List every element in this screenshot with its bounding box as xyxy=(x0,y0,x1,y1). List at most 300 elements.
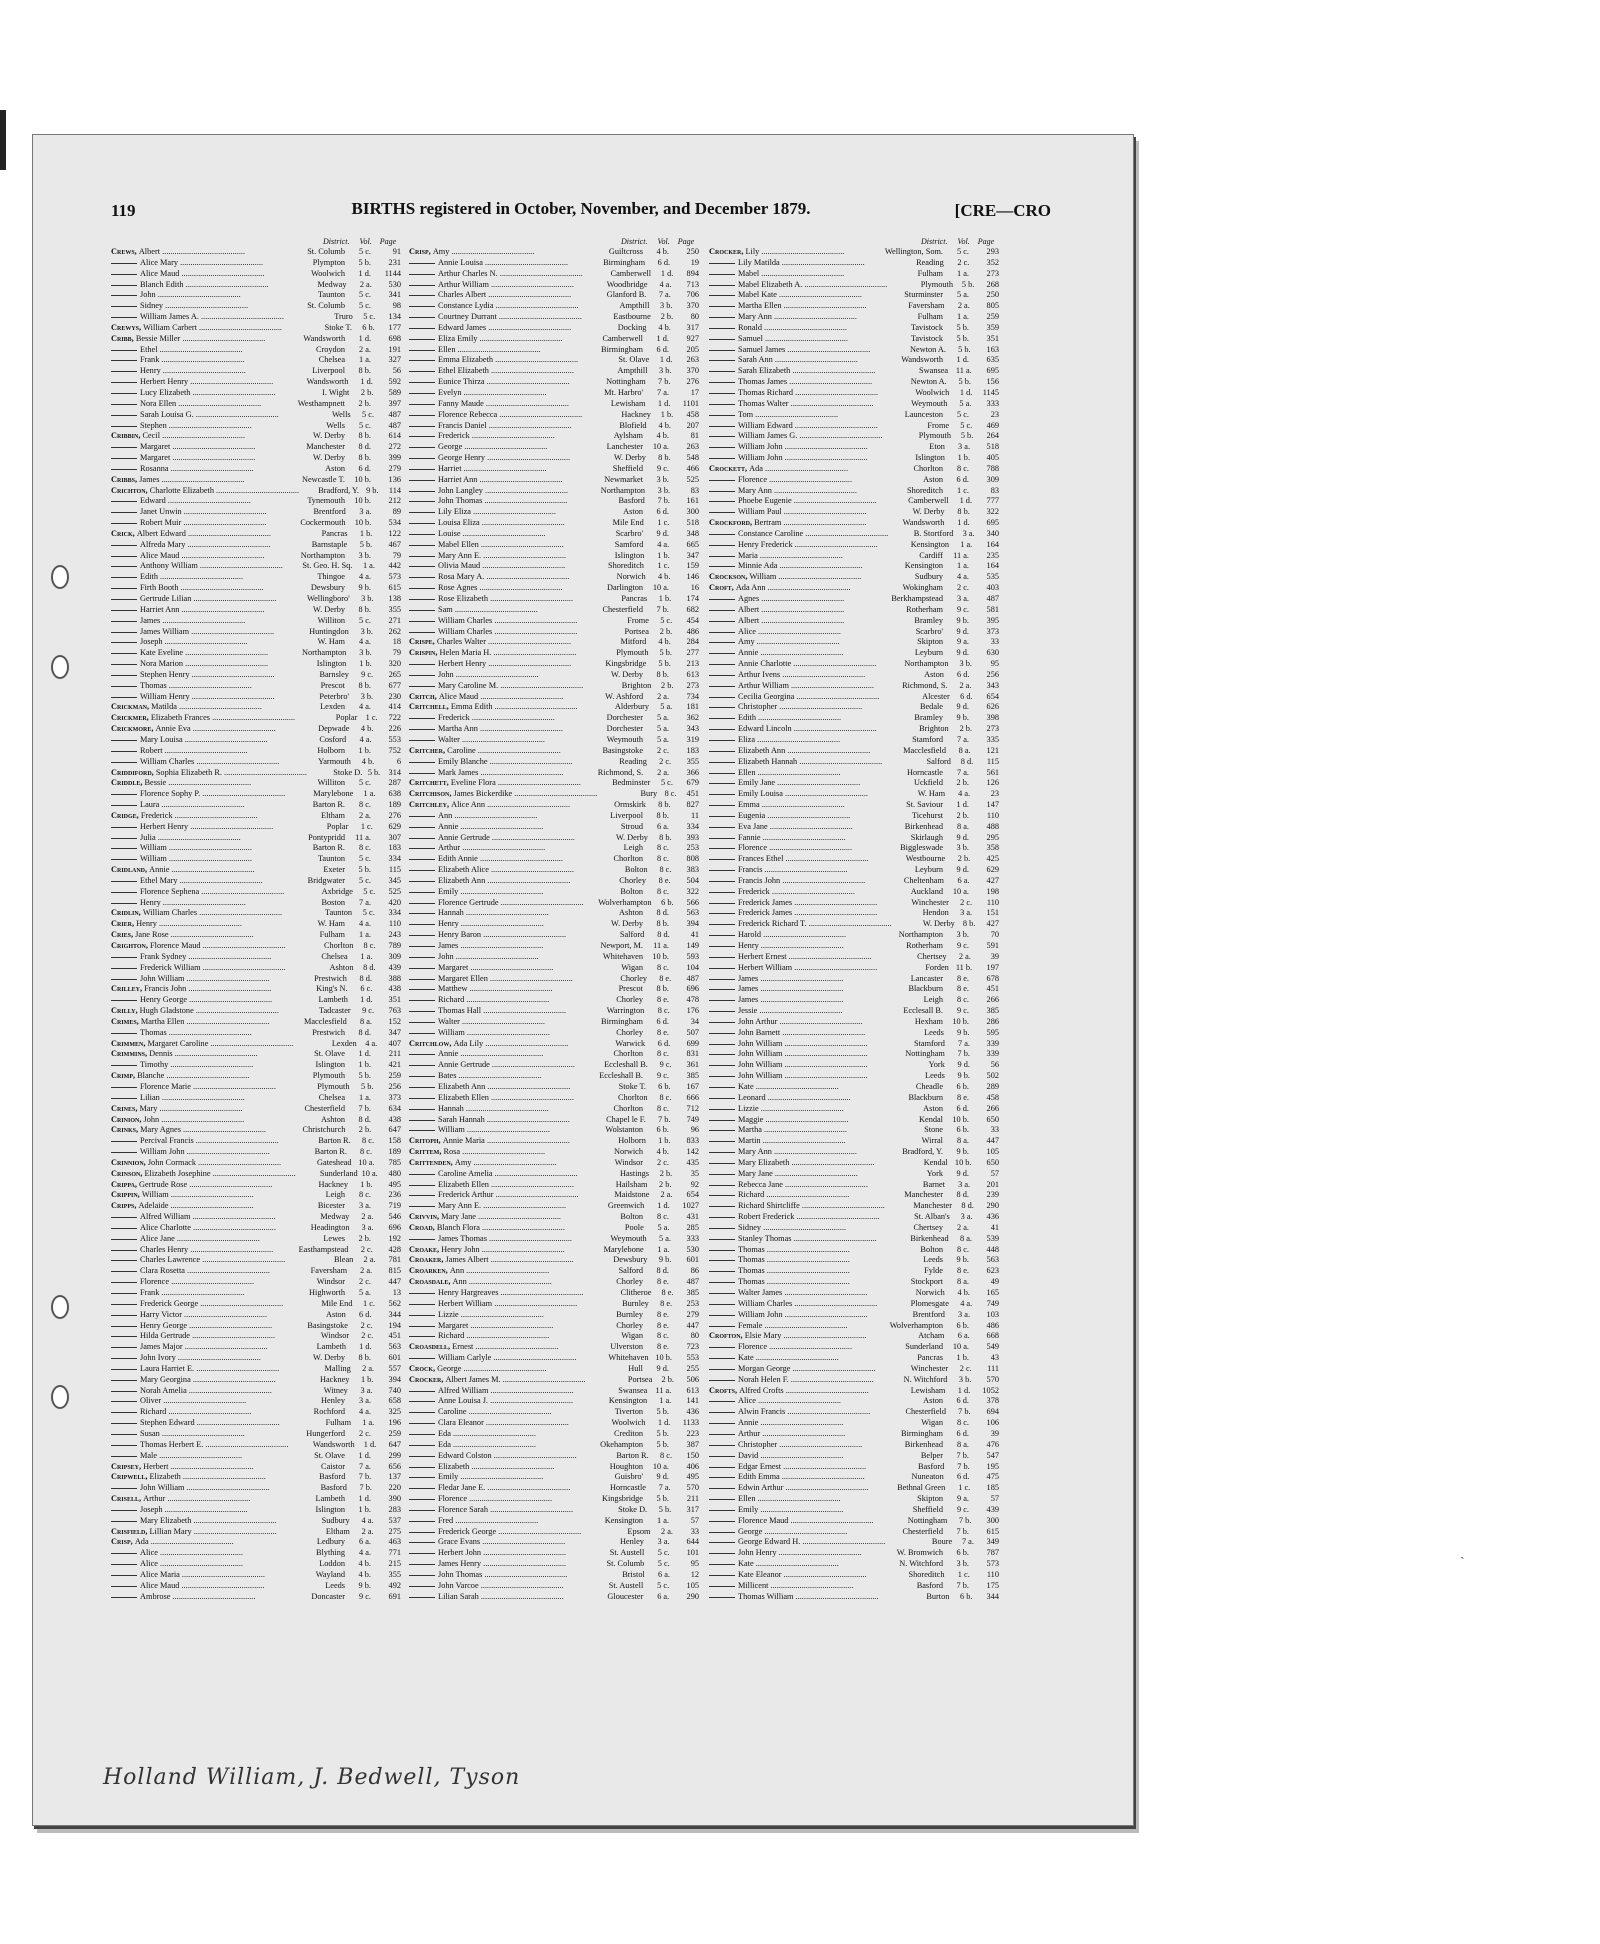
entry-surname: Critchley, xyxy=(409,800,452,810)
entry-name: William ........................................ xyxy=(111,854,265,865)
entry-district: Fulham xyxy=(319,930,345,940)
entry-name: Crisp, Ada ........................................ xyxy=(111,1537,234,1547)
entry-name: Henry George ........................................ xyxy=(111,1321,272,1332)
register-entry xyxy=(111,453,401,464)
entry-district: Macclesfield xyxy=(903,745,946,755)
entry-district: W. Ham xyxy=(917,789,946,799)
entry-page: 613 xyxy=(686,669,699,679)
entry-surname: Crockson, xyxy=(709,572,750,582)
entry-volume: 6 a. xyxy=(657,1569,670,1579)
ditto-dash xyxy=(709,594,735,600)
ditto-dash xyxy=(709,1017,735,1023)
register-entry xyxy=(409,1592,699,1603)
entry-volume: 8 b. xyxy=(659,832,672,842)
entry-district: Chesterfield xyxy=(902,1526,943,1536)
entry-volume: 2 b. xyxy=(661,1374,674,1384)
entry-page: 309 xyxy=(388,951,401,961)
register-entry xyxy=(111,1136,401,1147)
entry-name: Henry Frederick ........................................ xyxy=(709,540,878,551)
entry-page: 265 xyxy=(388,669,402,679)
ditto-dash xyxy=(111,1386,137,1392)
entry-district: Frome xyxy=(927,420,950,430)
entry-page: 451 xyxy=(388,1331,401,1341)
entry-name: Sarah Ann ........................................ xyxy=(709,355,863,366)
entry-name: James William ........................................ xyxy=(111,627,274,638)
entry-volume: 1 b. xyxy=(359,528,373,538)
entry-name: Hannah ........................................ xyxy=(409,908,563,919)
entry-district: Chorley xyxy=(616,1027,643,1037)
entry-page: 181 xyxy=(686,702,699,712)
entry-volume: 8 d. xyxy=(363,962,376,972)
register-entry xyxy=(409,1104,699,1115)
entry-district: Chorley xyxy=(620,973,648,983)
ditto-dash xyxy=(111,572,137,578)
entry-volume: 6 d. xyxy=(960,691,973,701)
entry-district: Ampthill xyxy=(619,301,650,311)
entry-page: 563 xyxy=(986,1255,999,1265)
entry-district: Atcham xyxy=(918,1331,945,1341)
entry-district: Wells xyxy=(326,420,345,430)
entry-name: Frederick George ........................................ xyxy=(111,1299,283,1310)
entry-page: 122 xyxy=(388,528,401,538)
column-header-2 xyxy=(621,237,694,246)
entry-district: Fulham xyxy=(917,312,943,322)
surname-range: [CRE—CRO xyxy=(954,201,1051,220)
entry-volume: 1 d. xyxy=(358,1494,371,1504)
entry-name: Frederick William ........................................ xyxy=(111,963,286,974)
entry-page: 1027 xyxy=(682,1201,700,1211)
entry-district: Hailsham xyxy=(615,1179,648,1189)
register-entry xyxy=(409,247,699,258)
register-entry xyxy=(111,1125,401,1136)
entry-name: Mary Caroline M. ........................................ xyxy=(409,681,583,692)
entry-page: 279 xyxy=(686,1309,699,1319)
entry-volume: 1 b. xyxy=(360,1179,373,1189)
ditto-dash xyxy=(409,1581,435,1587)
register-entry xyxy=(709,887,999,898)
ditto-dash xyxy=(709,648,735,654)
entry-page: 362 xyxy=(686,713,699,723)
ditto-dash xyxy=(409,1201,435,1207)
register-entry xyxy=(709,1049,999,1060)
ditto-dash xyxy=(111,442,137,448)
entry-page: 370 xyxy=(686,301,699,311)
entry-district: Highworth xyxy=(309,1288,345,1297)
entry-district: Burnley xyxy=(616,1309,643,1319)
ditto-dash xyxy=(111,280,137,286)
entry-name: Emily ........................................ xyxy=(409,1472,563,1483)
ditto-dash xyxy=(709,1310,735,1316)
entry-volume: 1 a. xyxy=(359,1092,371,1102)
register-entry xyxy=(111,486,401,497)
entry-surname: Critcher, xyxy=(409,745,448,755)
entry-volume: 2 b. xyxy=(661,680,674,690)
entry-name: Croasdale, Ann ........................................ xyxy=(409,1277,552,1287)
entry-district: Barton R. xyxy=(312,800,345,810)
entry-page: 458 xyxy=(686,409,699,419)
ditto-dash xyxy=(709,984,735,990)
entry-name: Walter ........................................ xyxy=(409,735,563,746)
ditto-dash xyxy=(409,453,435,459)
ditto-dash xyxy=(111,692,137,698)
entry-page: 198 xyxy=(986,886,999,896)
entry-name: Edward Lincoln ........................................ xyxy=(709,724,877,735)
entry-volume: 10 a. xyxy=(652,442,669,452)
entry-district: Barnsley xyxy=(319,669,349,679)
entry-district: Sheffield xyxy=(912,1504,943,1514)
entry-district: Chorlton xyxy=(913,463,943,473)
entry-page: 525 xyxy=(686,474,699,484)
entry-volume: 3 b. xyxy=(658,366,672,376)
entry-page: 406 xyxy=(686,1461,699,1471)
entry-page: 17 xyxy=(690,387,699,397)
entry-district: Darlington xyxy=(607,583,643,593)
register-entry xyxy=(409,1321,699,1332)
entry-volume: 1 b. xyxy=(956,1353,969,1363)
entry-name: Cribbin, Cecil ........................................ xyxy=(111,431,246,441)
entry-district: Poole xyxy=(624,1222,644,1232)
ditto-dash xyxy=(409,1407,435,1413)
entry-volume: 9 d. xyxy=(956,626,969,636)
entry-volume: 2 b. xyxy=(956,778,969,788)
entry-volume: 1 c. xyxy=(363,1298,375,1308)
entry-district: St. Geo. H. Sq. xyxy=(302,561,353,571)
ditto-dash xyxy=(111,843,137,849)
entry-name: Critchison, James Bickerdike ........................................ xyxy=(409,789,598,799)
entry-volume: 1 d. xyxy=(358,333,372,343)
entry-volume: 8 b. xyxy=(656,810,669,820)
ditto-dash xyxy=(409,919,435,925)
ditto-dash xyxy=(709,898,735,904)
entry-volume: 2 b. xyxy=(358,1125,372,1135)
register-entry xyxy=(709,1299,999,1310)
entry-name: Crinks, Mary Agnes ........................................ xyxy=(111,1125,266,1135)
entry-page: 394 xyxy=(388,1374,401,1384)
entry-name: Crocker, Lily ........................................ xyxy=(709,247,845,256)
entry-page: 719 xyxy=(388,1201,401,1211)
ditto-dash xyxy=(709,627,735,633)
register-entry xyxy=(111,1592,401,1603)
entry-volume: 2 c. xyxy=(359,1428,371,1438)
entry-name: James ........................................ xyxy=(709,974,863,985)
register-entry xyxy=(111,1559,401,1570)
entry-volume: 1 b. xyxy=(657,550,670,560)
entry-volume: 9 c. xyxy=(957,1504,969,1514)
register-entry xyxy=(111,1527,401,1538)
entry-page: 808 xyxy=(686,854,699,864)
register-entry xyxy=(709,876,999,887)
entry-district: Lambeth xyxy=(315,1494,345,1504)
entry-name: Alice Maud ........................................ xyxy=(111,551,265,562)
entry-volume: 8 c. xyxy=(360,1147,373,1157)
entry-district: St. Olave xyxy=(314,1049,345,1059)
entry-volume: 3 a. xyxy=(960,1212,973,1222)
entry-volume: 7 b. xyxy=(658,1114,671,1124)
entry-volume: 2 b. xyxy=(659,1168,673,1178)
entry-page: 463 xyxy=(388,1537,401,1547)
entry-district: Weymouth xyxy=(911,398,948,408)
ditto-dash xyxy=(111,887,137,893)
entry-volume: 5 b. xyxy=(658,659,671,669)
entry-surname: Cripps, xyxy=(111,1201,139,1211)
entry-name: Stephen Edward ........................................ xyxy=(111,1418,280,1429)
entry-district: Aston xyxy=(923,474,943,484)
register-entry xyxy=(709,594,999,605)
ditto-dash xyxy=(409,1082,435,1088)
entry-page: 1144 xyxy=(384,268,401,278)
entry-name: Herbert Henry ........................................ xyxy=(409,659,571,670)
entry-name: Cries, Jane Rose ........................................ xyxy=(111,930,254,940)
ditto-dash xyxy=(709,865,735,871)
entry-page: 277 xyxy=(686,648,699,658)
entry-volume: 6 b. xyxy=(658,1081,671,1091)
entry-district: Nuneaton xyxy=(911,1472,944,1482)
entry-volume: 6 d. xyxy=(657,257,671,267)
entry-district: Leigh xyxy=(623,843,643,853)
entry-district: W. Derby xyxy=(313,1353,345,1363)
entry-page: 156 xyxy=(986,377,999,387)
entry-name: Gertrude Lilian ........................................ xyxy=(111,594,276,605)
entry-page: 355 xyxy=(388,604,401,614)
entry-name: Critchlow, Ada Lily ........................................ xyxy=(409,1038,569,1048)
entry-name: Ellen ........................................ xyxy=(709,768,863,779)
ditto-dash xyxy=(709,486,735,492)
entry-name: James Major ........................................ xyxy=(111,1342,268,1353)
entry-volume: 5 a. xyxy=(957,290,969,300)
ditto-dash xyxy=(111,963,137,969)
entry-name: Frederick Richard T. ........................................ xyxy=(709,919,892,930)
entry-district: Hexham xyxy=(914,1016,943,1026)
register-entry xyxy=(709,1234,999,1245)
entry-name: Arthur William ........................................ xyxy=(409,280,574,291)
entry-name: Henry ........................................ xyxy=(409,919,563,930)
ditto-dash xyxy=(111,551,137,557)
register-entry xyxy=(111,1277,401,1288)
entry-surname: Cripwell, xyxy=(111,1472,150,1482)
ditto-dash xyxy=(409,410,435,416)
entry-volume: 11 a. xyxy=(355,832,371,842)
entry-volume: 2 a. xyxy=(958,951,971,961)
entry-surname: Crocker, xyxy=(409,1374,446,1384)
entry-volume: 11 a. xyxy=(655,1385,672,1395)
entry-volume: 2 b. xyxy=(957,854,971,864)
entry-page: 105 xyxy=(986,1147,999,1157)
entry-page: 92 xyxy=(690,1179,699,1189)
entry-district: Lambeth xyxy=(318,995,348,1005)
entry-surname: Critchison, xyxy=(409,789,454,799)
register-entry xyxy=(111,258,401,269)
register-entry xyxy=(709,1462,999,1473)
register-entry xyxy=(409,778,699,789)
entry-surname: Cripsey, xyxy=(111,1461,144,1471)
entry-name: Crivvin, Mary Jane ........................................ xyxy=(409,1212,561,1222)
entry-surname: Critchell, xyxy=(409,702,451,712)
register-entry xyxy=(709,670,999,681)
entry-volume: 1 a. xyxy=(957,561,969,571)
entry-district: Leigh xyxy=(325,1190,345,1200)
entry-name: Edward ........................................ xyxy=(111,496,265,507)
entry-page: 777 xyxy=(986,496,999,506)
entry-volume: 8 a. xyxy=(957,821,969,831)
entry-district: Aston xyxy=(924,669,944,679)
register-entry xyxy=(111,1245,401,1256)
entry-page: 197 xyxy=(986,962,999,972)
entry-name: John Barnett ........................................ xyxy=(709,1028,865,1039)
entry-name: Crockford, Bertram ........................................ xyxy=(709,518,867,528)
register-entry xyxy=(709,551,999,562)
entry-district: Alderbury xyxy=(614,702,650,712)
entry-district: Barton R. xyxy=(312,843,345,853)
register-entry xyxy=(409,1266,699,1277)
register-entry xyxy=(409,1342,699,1353)
entry-volume: 7 a. xyxy=(658,1483,671,1493)
entry-page: 309 xyxy=(986,474,999,484)
register-entry xyxy=(409,887,699,898)
entry-district: Norwich xyxy=(616,572,646,582)
entry-volume: 3 a. xyxy=(361,1222,374,1232)
ditto-dash xyxy=(111,464,137,470)
entry-page: 573 xyxy=(986,1559,999,1569)
register-entry xyxy=(709,1592,999,1603)
entry-district: Prestwich xyxy=(314,973,347,983)
entry-district: Norwich xyxy=(613,1147,643,1157)
entry-volume: 10 b. xyxy=(954,1157,972,1167)
entry-district: Poplar xyxy=(335,713,358,723)
entry-district: Mile End xyxy=(321,1298,353,1308)
entry-district: Pancras xyxy=(917,1353,943,1363)
entry-district: Blackburn xyxy=(908,984,943,994)
entry-district: Chesterfield xyxy=(602,604,643,614)
entry-volume: 2 a. xyxy=(359,344,371,354)
ditto-dash xyxy=(709,323,735,329)
entry-name: Edward James ........................................ xyxy=(409,323,571,334)
entry-page: 695 xyxy=(986,366,999,376)
entry-district: Doncaster xyxy=(311,1591,345,1601)
register-entry xyxy=(409,811,699,822)
ditto-dash xyxy=(409,529,435,535)
ditto-dash xyxy=(409,399,435,405)
register-entry xyxy=(111,963,401,974)
entry-district: Camberwell xyxy=(908,496,949,506)
entry-volume: 5 b. xyxy=(656,1428,669,1438)
ditto-dash xyxy=(709,388,735,394)
register-entry xyxy=(111,670,401,681)
register-entry xyxy=(709,963,999,974)
entry-name: Leonard ........................................ xyxy=(709,1093,863,1104)
register-entry xyxy=(709,941,999,952)
entry-district: Salford xyxy=(618,1266,643,1276)
entry-district: Salford xyxy=(619,930,645,940)
entry-name: Mary Ann E. ........................................ xyxy=(409,1201,566,1212)
entry-volume: 3 b. xyxy=(657,485,671,495)
entry-page: 361 xyxy=(686,1060,699,1070)
entry-volume: 8 c. xyxy=(659,1092,672,1102)
entry-name: Joseph ........................................ xyxy=(111,1505,265,1516)
ditto-dash xyxy=(409,1234,435,1240)
entry-district: Prestwich xyxy=(312,1027,345,1037)
entry-name: John William ........................................ xyxy=(111,974,270,985)
ditto-dash xyxy=(111,659,137,665)
register-entry xyxy=(409,1516,699,1527)
register-entry xyxy=(709,627,999,638)
entry-district: Prescot xyxy=(320,680,345,690)
entry-name: Frances Ethel ........................................ xyxy=(709,854,868,865)
register-entry xyxy=(709,746,999,757)
entry-volume: 2 b. xyxy=(959,724,973,734)
register-entry xyxy=(111,1483,401,1494)
register-entry xyxy=(709,1440,999,1451)
ditto-dash xyxy=(409,475,435,481)
register-entry xyxy=(111,735,401,746)
entry-page: 679 xyxy=(686,778,699,788)
entry-district: Northampton xyxy=(302,648,347,658)
register-entry xyxy=(409,1169,699,1180)
entry-page: 327 xyxy=(388,355,401,365)
entry-district: Plomesgate xyxy=(910,1298,949,1308)
ditto-dash xyxy=(111,388,137,394)
entry-volume: 11 a. xyxy=(953,550,969,560)
register-entry xyxy=(409,1451,699,1462)
entry-district: Skirlaugh xyxy=(910,832,943,842)
register-entry xyxy=(409,421,699,432)
ditto-dash xyxy=(111,258,137,264)
ditto-dash xyxy=(409,1451,435,1457)
entry-page: 454 xyxy=(686,615,700,625)
entry-district: Salford xyxy=(926,756,951,766)
entry-volume: 5 b. xyxy=(358,257,371,267)
entry-district: Henley xyxy=(321,1396,345,1406)
ditto-dash xyxy=(111,1364,137,1370)
ditto-dash xyxy=(111,1548,137,1554)
entry-name: Margaret ........................................ xyxy=(409,1321,563,1332)
ditto-dash xyxy=(409,605,435,611)
entry-name: Fanny Maude ........................................ xyxy=(409,399,569,410)
ditto-dash xyxy=(709,1396,735,1402)
ditto-dash xyxy=(409,963,435,969)
ditto-dash xyxy=(709,1245,735,1251)
entry-volume: 8 b. xyxy=(658,453,671,463)
entry-page: 448 xyxy=(986,1244,999,1254)
entry-page: 650 xyxy=(986,1157,999,1167)
entry-volume: 11 b. xyxy=(955,962,973,972)
entry-page: 273 xyxy=(986,268,999,278)
entry-page: 158 xyxy=(388,1136,401,1146)
entry-name: Margaret ........................................ xyxy=(409,963,563,974)
ditto-dash xyxy=(111,1559,137,1565)
entry-name: Kate Eveline ........................................ xyxy=(111,648,268,659)
entry-name: John Henry ........................................ xyxy=(709,1548,863,1559)
entry-volume: 2 c. xyxy=(960,897,973,907)
entry-district: Aston xyxy=(326,1309,346,1319)
register-entry xyxy=(409,1201,699,1212)
entry-district: Basingstoke xyxy=(602,745,643,755)
entry-district: St. Saviour xyxy=(906,800,943,810)
register-entry xyxy=(409,410,699,421)
entry-volume: 8 e. xyxy=(657,1277,669,1287)
ditto-dash xyxy=(409,984,435,990)
entry-volume: 5 b. xyxy=(656,1439,669,1449)
ditto-dash xyxy=(709,843,735,849)
ditto-dash xyxy=(111,1321,137,1327)
entry-district: Wirral xyxy=(921,1136,943,1146)
entry-volume: 5 a. xyxy=(657,734,669,744)
entry-volume: 5 b. xyxy=(956,333,969,343)
register-entry xyxy=(111,865,401,876)
entry-volume: 8 b. xyxy=(658,800,671,810)
entry-page: 314 xyxy=(388,767,401,777)
entry-name: Arthur William ........................................ xyxy=(709,681,874,692)
entry-page: 615 xyxy=(388,583,401,593)
